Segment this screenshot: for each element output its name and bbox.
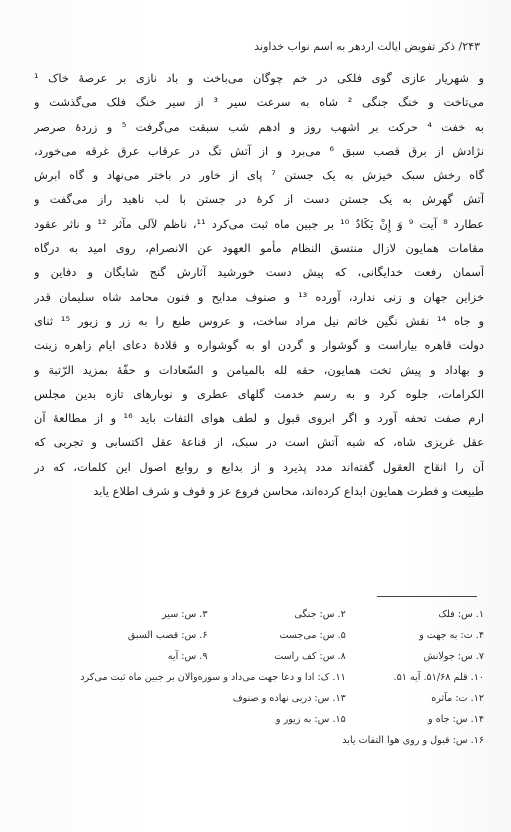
text-line: می‌تاخت و خنگ جنگی ² شاه به سرعت سیر ³ از سیر خنگ فلک می‌گذشت و	[34, 95, 484, 110]
text-line: ارم صفت تحفه آورد و اگر ابروی قبول و لطف هوای التفات باید ¹⁶ و از مطالعهٔ آن	[34, 411, 484, 426]
text-line: آتش گهرش به یک جستن دست از کرهٔ در جستن با لب ناهید راز می‌گفت و	[34, 192, 484, 207]
footnote-row	[38, 667, 484, 688]
text-line: و جاه ¹⁴ نقش نگین خاتم نیل مراد ساخت، و عروس طبع را به زر و زیور ¹⁵ ثنای	[34, 313, 484, 328]
footnote: ۹. س: آیه	[167, 651, 208, 662]
text-line: آن را انقاح العقول گفته‌اند مدد پذیرد و از بدایع و روایع اصول این کلمات، که در	[34, 459, 484, 474]
footnote: ۶. س: قصب السبق	[127, 630, 208, 641]
running-head: ۲۴۳/ ذکر تفویض ایالت اردهر به اسم نواب خداوند	[254, 40, 480, 53]
footnote: ۱۵. س: به زیور و	[275, 714, 346, 725]
footnote-row	[38, 604, 484, 625]
text-line: دولت قاهره بیاراست و گوشوار و گردن او به گوشواره و قلادهٔ دعای ایام زاهره زینت	[34, 338, 484, 353]
footnote: ۱۴. س: جاه و	[428, 714, 484, 725]
text-line: گاه رخش سبک خیزش به یک جستن ⁷ پای از خاور در باختر می‌نهاد و گاه ابرش	[34, 168, 484, 183]
text-line: طبیعت و فطرت همایون ابداع کرده‌اند، محاسن فروع عز و قوف و شرف اطلاع یابد	[93, 484, 484, 499]
footnote: ۴. ت: به جهت و	[419, 630, 484, 641]
footnote: ۵. س: می‌جست	[279, 630, 346, 641]
text-line: نژادش از برق قصب سبق ⁶ می‌برد و از آتش تگ در عرقاب عرق غرقه می‌خورد،	[34, 143, 484, 158]
footnote-row	[38, 709, 484, 730]
footnotes	[38, 604, 484, 751]
footnote-divider	[377, 596, 477, 597]
body-text	[34, 66, 484, 503]
footnote: ۷. س: جولانش	[423, 651, 484, 662]
footnote: ۱. س: فلک	[438, 609, 484, 620]
footnote: ۱۶. س: قبول و روی هوا التفات یابد	[342, 735, 484, 746]
footnote: ۱۲. ت: مآثره	[431, 693, 484, 704]
text-line: عقل غریزی شاه، که شبه آتش است در سبک، از قناعهٔ عقل اکتسابی و تجربی که	[34, 435, 484, 450]
footnote: ۳. س: سیر	[162, 609, 208, 620]
text-line: و بهاداد و پیش تخت همایون، حقه لله بالمیامن و السّعادات و حفّهٔ بمزید الرّتبة و	[34, 362, 484, 377]
footnote: ۲. س: جنگی	[294, 609, 346, 620]
text-line: به خفت ⁴ حرکت بر اشهب روز و ادهم شب سبقت می‌گرفت ⁵ و زردهٔ صرصر	[34, 119, 484, 134]
text-line: خزاین جهان و زنی ندارد، آورده ¹³ و صنوف مدایح و فنون محامد شاه سلیمان قدر	[34, 289, 484, 304]
footnote: ۸. س: کف راست	[274, 651, 346, 662]
footnote: ۱۳. س: دربی نهاده و صنوف	[232, 693, 346, 704]
footnote-row	[38, 730, 484, 751]
footnote-row	[38, 688, 484, 709]
text-line: و شهریار عازی گوی فلکی در خم چوگان می‌باخت و باد نازی بر عرصهٔ خاک ¹	[34, 71, 484, 85]
footnote-row	[38, 625, 484, 646]
text-line: عطارد ⁸ آیت ⁹ وَ إِنْ یَکَادُ ¹⁰ بر جبین ماه ثبت می‌کرد ¹¹، ناظم لآلی مآثر ¹² و ناثر عقود	[34, 216, 484, 231]
footnote: ۱۰. قلم ۵۱/۶۸. آیه ۵۱.	[393, 672, 484, 683]
text-line: مقامات همایون لازال منتسق النظام مأمو العهود عن الانصرام، روی امید به درگاه	[34, 241, 484, 256]
text-line: الکرامات، جلوه کرد و به رسم خدمت گلهای عطری و نوبارهای تازه بدین مجلس	[34, 386, 484, 401]
footnote: ۱۱. ک: ادا و دعا جهت می‌داد و سوره‌والان بر جبین ماه ثبت می‌کرد	[80, 672, 346, 683]
text-line: آسمان رفعت خدایگانی، که پیش دست خورشید آثارش گنج شایگان و دفاین و	[34, 265, 484, 280]
footnote-row	[38, 646, 484, 667]
